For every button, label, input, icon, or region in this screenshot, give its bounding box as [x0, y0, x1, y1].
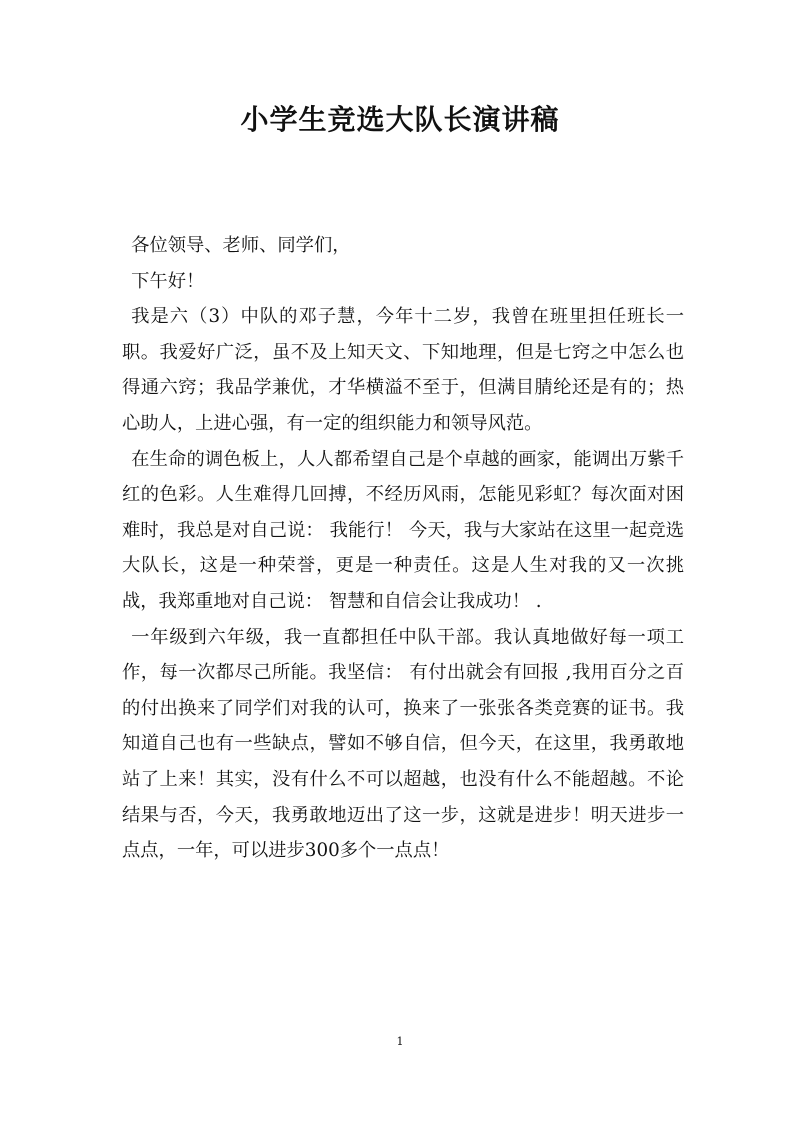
document-title: 小学生竞选大队长演讲稿	[240, 103, 560, 136]
greeting-paragraph: 下午好！	[131, 270, 205, 292]
experience-paragraph: 一年级到六年级，我一直都担任中队干部。我认真地做好每一项工作，每一次都尽己所能。我坚信： 有付出就会有回报 ,我用百分之百的付出换来了同学们对我的认可，换来了一张张各类竞赛的证书。我知道自己也有一些缺点，譬如不够自信，但今天，在这里，我勇敢地站了上来！其实，没有什么不可以超越，也没有什么不能超越。不论结果与否，今天，我勇敢地迈出了这一步，这就是进步！明天进步一点点，一年，可以进步300多个一点点！	[122, 626, 684, 862]
self-introduction-paragraph: 我是六（3）中队的邓子慧，今年十二岁，我曾在班里担任班长一职。我爱好广泛，虽不及上知天文、下知地理，但是七窍之中怎么也得通六窍；我品学兼优，才华横溢不至于，但满目腈纶还是有的；热心助人，上进心强，有一定的组织能力和领导风范。	[122, 306, 684, 434]
motivation-paragraph: 在生命的调色板上，人人都希望自己是个卓越的画家，能调出万紫千红的色彩。人生难得几回搏，不经历风雨，怎能见彩虹？每次面对困难时，我总是对自己说： 我能行！ 今天，我与大家站在这里一起竞选大队长，这是一种荣誉，更是一种责任。这是人生对我的又一次挑战，我郑重地对自己说： 智慧和自信会让我成功！ .	[122, 448, 684, 612]
salutation-paragraph: 各位领导、老师、同学们，	[131, 235, 351, 256]
page-number: 1	[396, 1035, 404, 1048]
document-body	[122, 228, 684, 869]
